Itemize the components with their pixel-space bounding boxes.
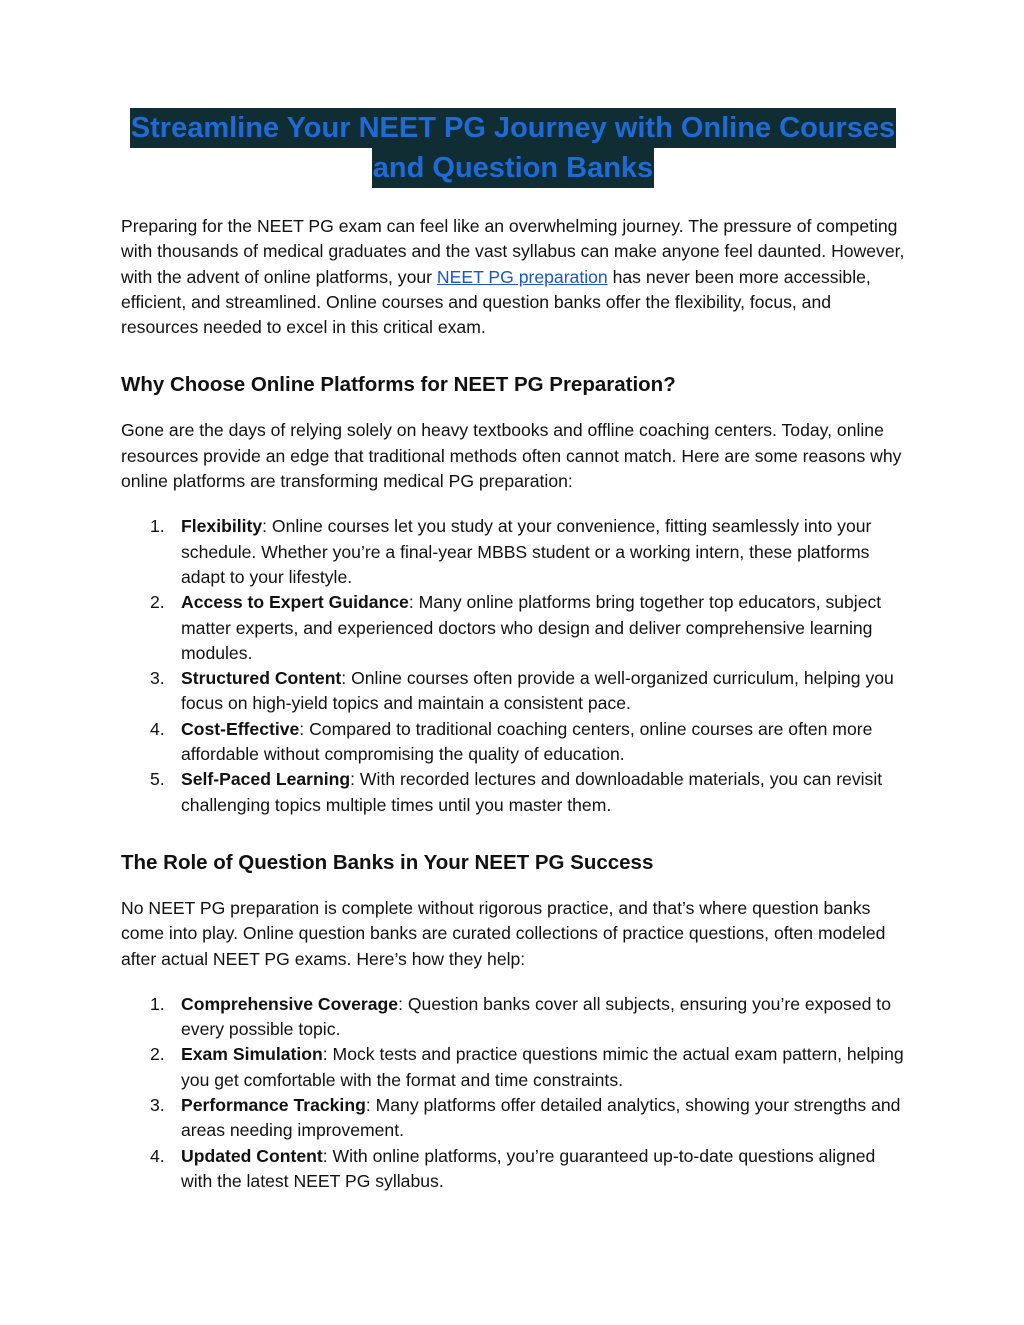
list-item-term: Performance Tracking	[181, 1095, 366, 1116]
section-heading-question-banks: The Role of Question Banks in Your NEET PG Success	[121, 850, 654, 874]
list-item-number: 4.	[150, 718, 165, 739]
list-item	[121, 1144, 905, 1195]
list-item-term: Flexibility	[181, 516, 263, 537]
intro-text-before-link: Preparing for the NEET PG exam can feel like an overwhelming journey. The pressure of competing with thousands of medical graduates and the vast syllabus can make anyone feel daunted. However, with the advent of online platforms, your	[121, 216, 905, 287]
list-item-description: : Many platforms offer detailed analytics, showing your strengths and areas needing improvement.	[181, 1095, 901, 1141]
page-title	[121, 108, 905, 188]
list-item	[121, 514, 905, 590]
list-item-term: Comprehensive Coverage	[181, 993, 399, 1014]
intro-paragraph	[121, 214, 905, 340]
intro-text-after-link: has never been more accessible, efficient, and streamlined. Online courses and question banks offer the flexibility, focus, and resources needed to excel in this critical exam.	[121, 266, 871, 338]
list-item-description: : With online platforms, you’re guaranteed up-to-date questions aligned with the latest NEET PG syllabus.	[181, 1145, 876, 1191]
list-item-description: : Many online platforms bring together top educators, subject matter experts, and experienced doctors who design and deliver comprehensive learning modules.	[181, 592, 882, 663]
list-item-number: 2.	[150, 592, 165, 613]
list-item-number: 3.	[150, 668, 165, 689]
list-item-number: 3.	[150, 1095, 165, 1116]
section-heading-online-platforms: Why Choose Online Platforms for NEET PG Preparation?	[121, 373, 676, 397]
list-item-number: 5.	[150, 769, 165, 790]
list-item-description: : Compared to traditional coaching centers, online courses are often more affordable without compromising the quality of education.	[181, 718, 873, 765]
list-item	[121, 1042, 905, 1093]
neet-pg-preparation-link[interactable]: NEET PG preparation	[436, 266, 608, 287]
list-item-term: Updated Content	[181, 1145, 323, 1166]
list-item-description: : Online courses let you study at your convenience, fitting seamlessly into your schedule. Whether you’re a final-year MBBS student or a working intern, these platforms adapt to your lifestyle.	[181, 516, 872, 587]
document-page	[121, 108, 905, 1194]
list-item-number: 2.	[150, 1044, 165, 1065]
page-title-line-2: and Question Banks	[372, 148, 654, 188]
page-title-line-1: Streamline Your NEET PG Journey with Online Courses	[130, 108, 896, 148]
list-item-number: 1.	[150, 993, 165, 1014]
list-item-term: Structured Content	[181, 668, 342, 689]
list-item-number: 4.	[150, 1145, 165, 1166]
question-bank-benefits-list	[121, 992, 905, 1194]
list-item-term: Access to Expert Guidance	[181, 592, 409, 613]
list-item-description: : With recorded lectures and downloadable materials, you can revisit challenging topics multiple times until you master them.	[181, 769, 883, 815]
list-item	[121, 717, 905, 768]
list-item-description: : Mock tests and practice questions mimic the actual exam pattern, helping you get comfortable with the format and time constraints.	[181, 1044, 904, 1090]
list-item	[121, 992, 905, 1043]
list-item-term: Exam Simulation	[181, 1044, 323, 1065]
list-item	[121, 666, 905, 717]
list-item-description: : Online courses often provide a well-organized curriculum, helping you focus on high-yield topics and maintain a consistent pace.	[181, 668, 894, 714]
list-item	[121, 590, 905, 666]
list-item	[121, 1093, 905, 1144]
reasons-list	[121, 514, 905, 818]
list-item-description: : Question banks cover all subjects, ensuring you’re exposed to every possible topic.	[181, 993, 891, 1040]
list-item	[121, 767, 905, 818]
list-item-number: 1.	[150, 516, 165, 537]
list-item-term: Cost-Effective	[181, 718, 300, 739]
section-paragraph-online-platforms: Gone are the days of relying solely on heavy textbooks and offline coaching centers. Today, online resources provide an edge that traditional methods often cannot match. Here are some reasons why online platforms are transforming medical PG preparation:	[121, 420, 902, 492]
list-item-term: Self-Paced Learning	[181, 769, 351, 790]
section-paragraph-question-banks: No NEET PG preparation is complete without rigorous practice, and that’s where question banks come into play. Online question banks are curated collections of practice questions, often modeled after actual NEET PG exams. Here’s how they help:	[121, 897, 886, 969]
